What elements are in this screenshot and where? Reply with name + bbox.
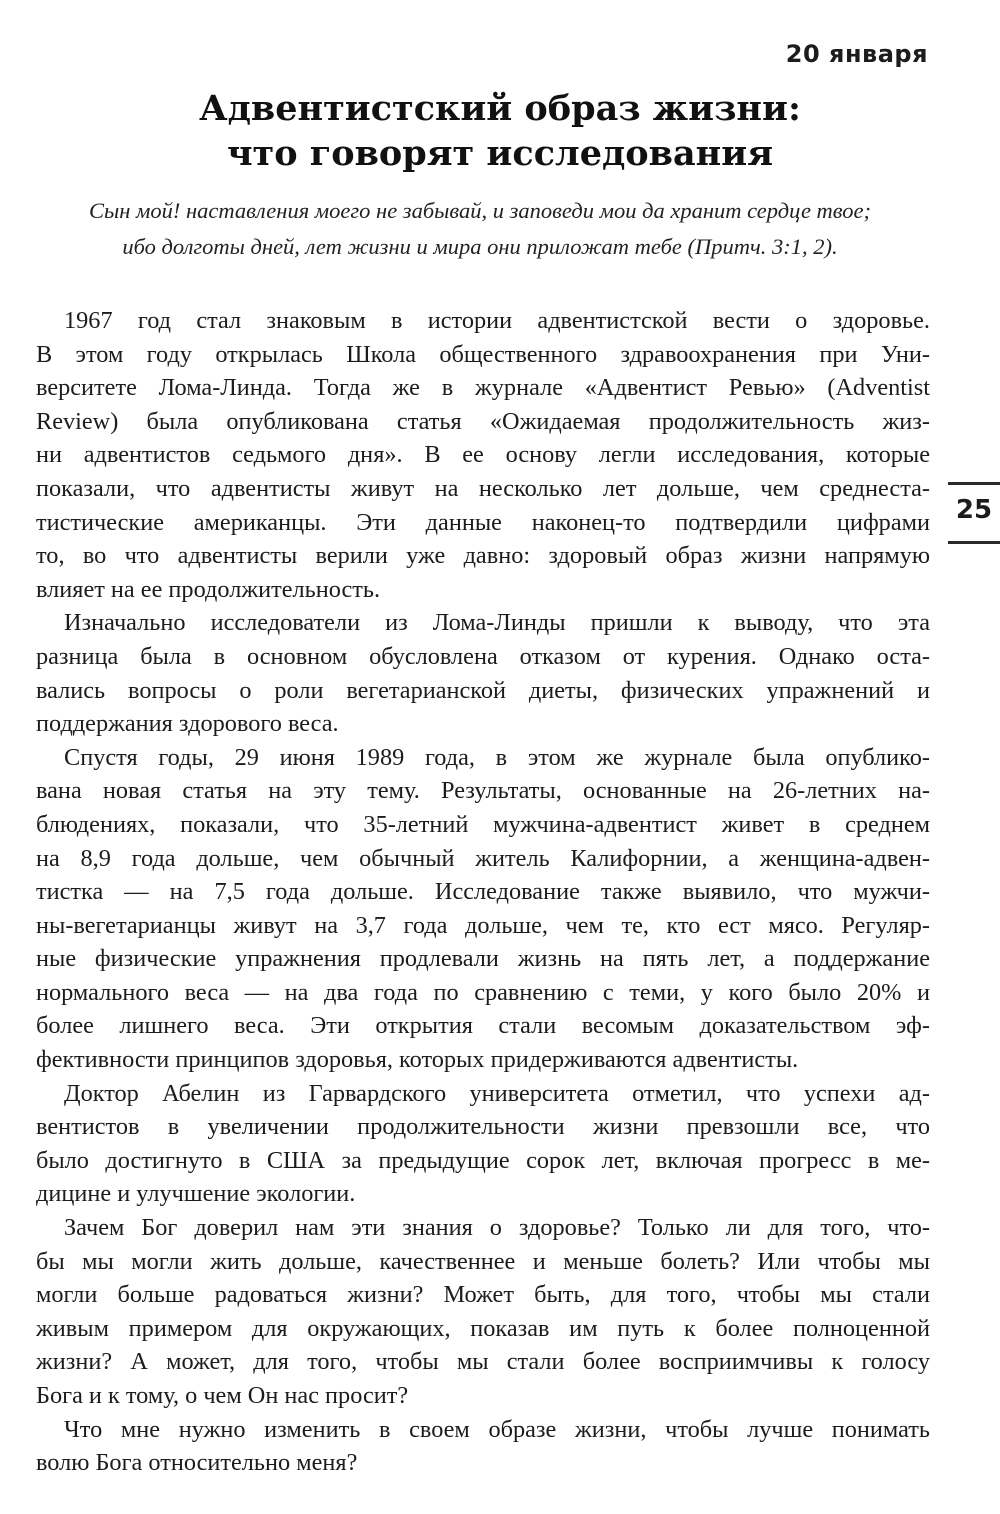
paragraph-line: Зачем Бог доверил нам эти знания о здоровье? Только ли для того, что-	[64, 1214, 930, 1242]
paragraph-line: нормального веса — на два года по сравнению с теми, у кого было 20% и	[36, 978, 930, 1006]
paragraph-line: было достигнуто в США за предыдущие сорок лет, включая прогресс в ме-	[36, 1146, 930, 1174]
paragraph-line: ни адвентистов седьмого дня». В ее основу легли исследования, которые	[36, 441, 930, 469]
paragraph-line: верситете Лома-Линда. Тогда же в журнале «Адвентист Ревью» (Adventist	[36, 374, 930, 402]
paragraph	[36, 606, 930, 740]
paragraph	[36, 1413, 930, 1480]
paragraph-line: на 8,9 года дольше, чем обычный житель Калифорнии, а женщина-адвен-	[36, 844, 930, 872]
page-tab-rule-bottom	[948, 541, 1000, 544]
paragraph-line: вентистов в увеличении продолжительности жизни превзошли все, что	[36, 1113, 930, 1141]
paragraph-line: Review) была опубликована статья «Ожидаемая продолжительность жиз-	[36, 407, 930, 435]
paragraph-line: вались вопросы о роли вегетарианской диеты, физических упражнений и	[36, 676, 930, 704]
epigraph	[20, 193, 940, 265]
page-date: 20 января	[785, 40, 928, 68]
paragraph-line: ны-вегетарианцы живут на 3,7 года дольше, чем те, кто ест мясо. Регуляр-	[36, 911, 930, 939]
paragraph-line: блюдениях, показали, что 35-летний мужчина-адвентист живет в среднем	[36, 810, 930, 838]
paragraph	[36, 1077, 930, 1211]
paragraph-line: 1967 год стал знаковым в истории адвентистской вести о здоровье.	[64, 307, 930, 334]
paragraph-line: Доктор Абелин из Гарвардского университета отметил, что успехи ад-	[64, 1079, 930, 1107]
paragraph-line: фективности принципов здоровья, которых придерживаются адвентисты.	[36, 1046, 799, 1074]
paragraph-line: вана новая статья на эту тему. Результаты, основанные на 26-летних на-	[36, 777, 930, 805]
paragraph	[36, 741, 930, 1077]
paragraph-line: дицине и улучшение экологии.	[36, 1180, 356, 1208]
paragraph-line: показали, что адвентисты живут на несколько лет дольше, чем среднеста-	[36, 474, 930, 502]
title-line: Адвентистский образ жизни:	[199, 88, 801, 129]
paragraph-line: живым примером для окружающих, показав им путь к более полноценной	[36, 1314, 930, 1342]
paragraph-line: тистические американцы. Эти данные наконец-то подтвердили цифрами	[36, 508, 930, 536]
paragraph-line: разница была в основном обусловлена отказом от курения. Однако оста-	[36, 642, 930, 670]
paragraph-line: жизни? А может, для того, чтобы мы стали более восприимчивы к голосу	[36, 1348, 930, 1376]
paragraph-line: Изначально исследователи из Лома-Линды пришли к выводу, что эта	[64, 609, 930, 637]
paragraph-line: влияет на ее продолжительность.	[36, 575, 381, 603]
page-tab-rule-top	[948, 482, 1000, 485]
paragraph-line: волю Бога относительно меня?	[36, 1449, 358, 1477]
paragraph-line: Что мне нужно изменить в своем образе жизни, чтобы лучше понимать	[64, 1415, 930, 1443]
paragraph-line: могли больше радоваться жизни? Может быть, для того, чтобы мы стали	[36, 1281, 930, 1309]
paragraph-line: более лишнего веса. Эти открытия стали весомым доказательством эф-	[36, 1012, 930, 1040]
epigraph-line: ибо долготы дней, лет жизни и мира они приложат тебе (Притч. 3:1, 2).	[122, 234, 838, 259]
page-number: 25	[955, 495, 993, 525]
paragraph-line: ные физические упражнения продлевали жизнь на пять лет, а поддержание	[36, 945, 930, 973]
paragraph-line: Спустя годы, 29 июня 1989 года, в этом же журнале была опублико-	[64, 743, 930, 771]
article-body	[36, 304, 930, 1480]
page-number-tab	[948, 482, 1000, 544]
paragraph-line: то, во что адвентисты верили уже давно: здоровый образ жизни напрямую	[36, 542, 930, 570]
page-title	[60, 86, 940, 176]
paragraph	[36, 304, 930, 606]
paragraph-line: поддержания здорового веса.	[36, 710, 339, 738]
paragraph-line: Бога и к тому, о чем Он нас просит?	[36, 1382, 409, 1409]
title-line: что говорят исследования	[226, 133, 774, 174]
paragraph-line: В этом году открылась Школа общественного здравоохранения при Уни-	[36, 340, 930, 368]
paragraph	[36, 1211, 930, 1413]
paragraph-line: тистка — на 7,5 года дольше. Исследование также выявило, что мужчи-	[36, 878, 930, 906]
paragraph-line: бы мы могли жить дольше, качественнее и меньше болеть? Или чтобы мы	[36, 1247, 930, 1275]
epigraph-line: Сын мой! наставления моего не забывай, и заповеди мои да хранит сердце твое;	[88, 198, 872, 223]
